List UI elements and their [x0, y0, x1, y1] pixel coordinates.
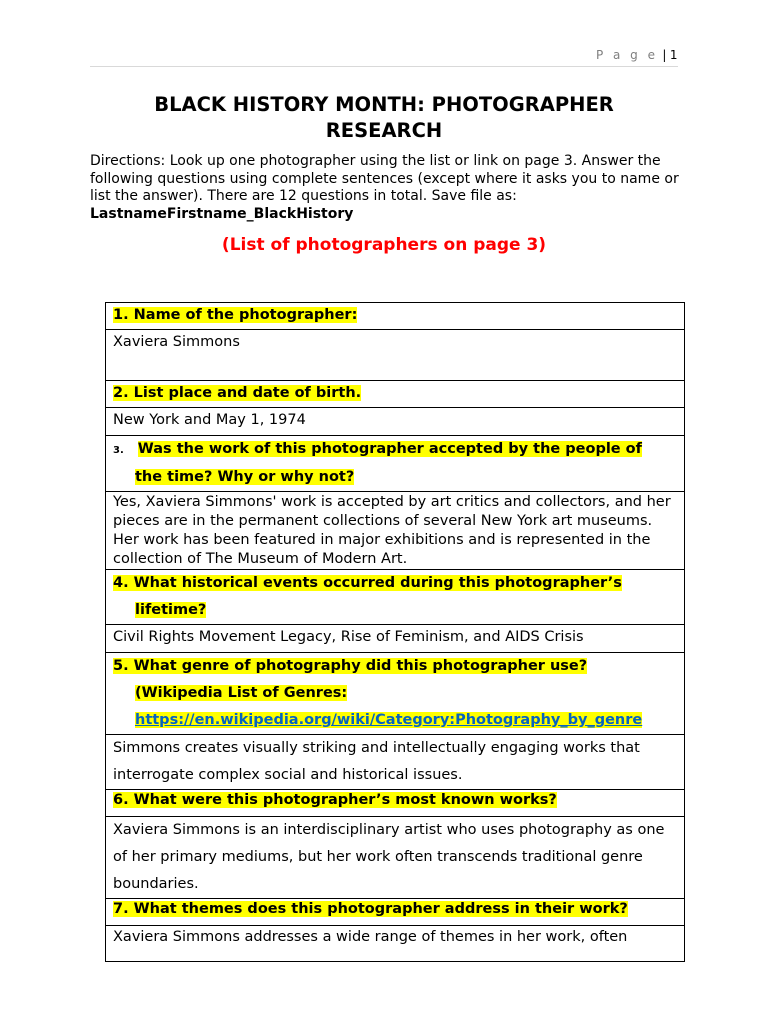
page-number: P a g e | 1	[595, 48, 678, 62]
question-6: 6. What were this photographer’s most known works?	[106, 790, 685, 817]
question-4: 4. What historical events occurred during this photographer’s lifetime?	[106, 570, 685, 625]
save-filename: LastnameFirstname_BlackHistory	[90, 205, 354, 222]
question-1: 1. Name of the photographer:	[106, 303, 685, 330]
question-table	[105, 302, 685, 962]
answer-7[interactable]: Xaviera Simmons addresses a wide range of themes in her work, often	[106, 926, 685, 962]
page-title	[90, 92, 678, 144]
question-5: 5. What genre of photography did this photographer use? (Wikipedia List of Genres: https://en.wikipedia.org/wiki/Category:Photography_by_genre	[106, 653, 685, 735]
title-line-2: RESEARCH	[325, 119, 443, 142]
question-2: 2. List place and date of birth.	[106, 381, 685, 408]
answer-4[interactable]: Civil Rights Movement Legacy, Rise of Feminism, and AIDS Crisis	[106, 625, 685, 653]
directions-text: Directions: Look up one photographer using the list or link on page 3. Answer the following questions using complete sentences (except where it asks you to name or list the answer). There are 12 questions in total. Save file as:	[90, 153, 679, 204]
page-label: P a g e	[595, 48, 658, 62]
genre-link[interactable]: https://en.wikipedia.org/wiki/Category:Photography_by_genre	[135, 712, 643, 728]
directions	[90, 153, 680, 223]
page-header	[90, 44, 678, 67]
question-3: 3. Was the work of this photographer accepted by the people of the time? Why or why not?	[106, 436, 685, 492]
answer-1[interactable]: Xaviera Simmons	[106, 330, 685, 381]
page-number-value: 1	[669, 48, 678, 62]
answer-3[interactable]: Yes, Xaviera Simmons' work is accepted by art critics and collectors, and her pieces are in the permanent collections of several New York art museums. Her work has been featured in major exhibitions and is represented in the collection of The Museum of Modern Art.	[106, 492, 685, 570]
photographer-list-note: (List of photographers on page 3)	[221, 235, 547, 255]
answer-5[interactable]: Simmons creates visually striking and intellectually engaging works that interrogate complex social and historical issues.	[106, 735, 685, 790]
question-7: 7. What themes does this photographer address in their work?	[106, 899, 685, 926]
answer-2[interactable]: New York and May 1, 1974	[106, 408, 685, 436]
title-line-1: BLACK HISTORY MONTH: PHOTOGRAPHER	[154, 93, 614, 116]
answer-6[interactable]: Xaviera Simmons is an interdisciplinary artist who uses photography as one of her primary mediums, but her work often transcends traditional genre boundaries.	[106, 817, 685, 899]
